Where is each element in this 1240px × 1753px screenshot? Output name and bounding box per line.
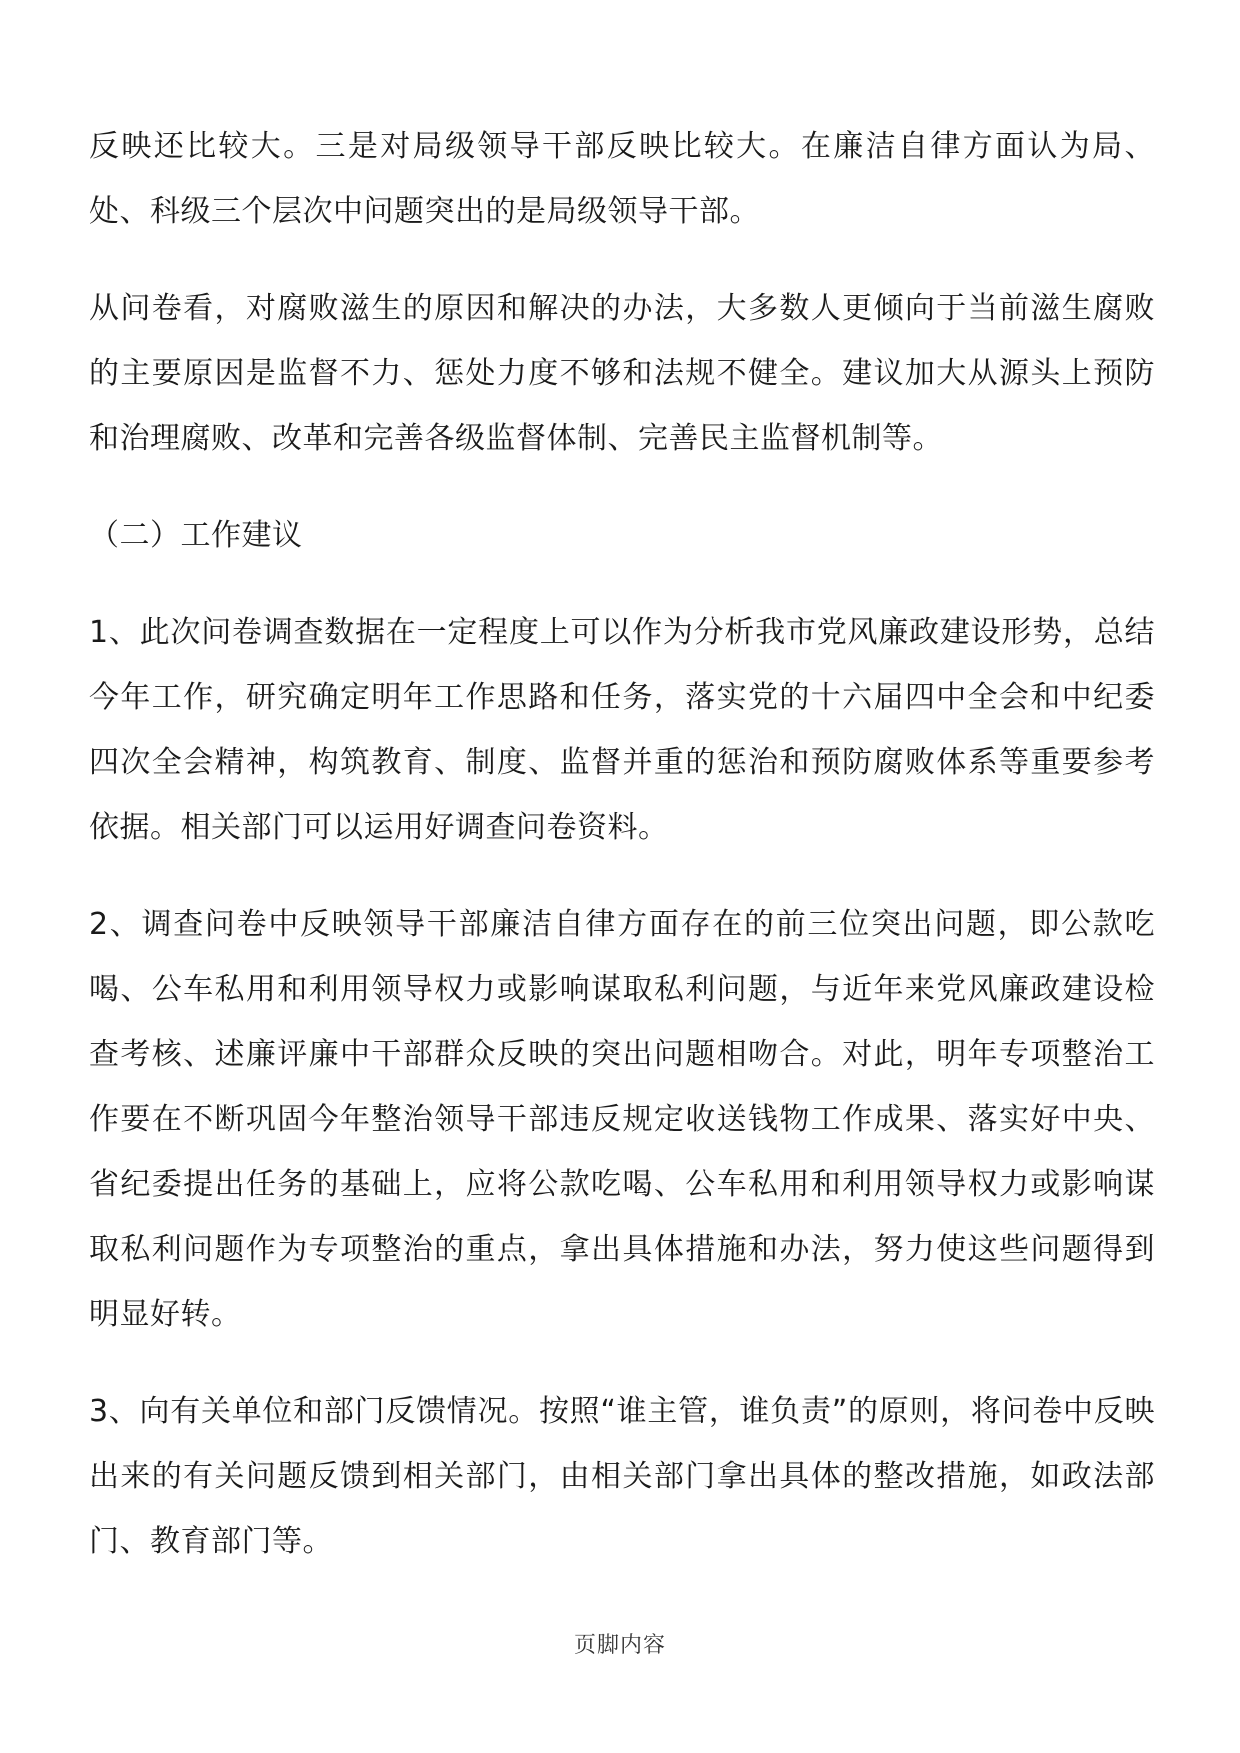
paragraph-item-1: 1、此次问卷调查数据在一定程度上可以作为分析我市党风廉政建设形势，总结今年工作，研究确定明年工作思路和任务，落实党的十六届四中全会和中纪委四次全会精神，构筑教育、制度、监督并重的惩治和预防腐败体系等重要参考依据。相关部门可以运用好调查问卷资料。 (89, 615, 1155, 845)
paragraph-item-2: 2、调查问卷中反映领导干部廉洁自律方面存在的前三位突出问题，即公款吃喝、公车私用和利用领导权力或影响谋取私利问题，与近年来党风廉政建设检查考核、述廉评廉中干部群众反映的突出问题相吻合。对此，明年专项整治工作要在不断巩固今年整治领导干部违反规定收送钱物工作成果、落实好中央、省纪委提出任务的基础上，应将公款吃喝、公车私用和利用领导权力或影响谋取私利问题作为专项整治的重点，拿出具体措施和办法，努力使这些问题得到明显好转。 (89, 907, 1155, 1332)
section-heading: （二）工作建议 (89, 518, 303, 553)
paragraph-1: 反映还比较大。三是对局级领导干部反映比较大。在廉洁自律方面认为局、处、科级三个层次中问题突出的是局级领导干部。 (89, 129, 1155, 229)
page-footer: 页脚内容 (573, 1633, 666, 1658)
paragraph-item-3: 3、向有关单位和部门反馈情况。按照“谁主管，谁负责”的原则，将问卷中反映出来的有关问题反馈到相关部门，由相关部门拿出具体的整改措施，如政法部门、教育部门等。 (89, 1394, 1155, 1559)
document-body (89, 114, 1155, 1606)
paragraph-2: 从问卷看，对腐败滋生的原因和解决的办法，大多数人更倾向于当前滋生腐败的主要原因是监督不力、惩处力度不够和法规不健全。建议加大从源头上预防和治理腐败、改革和完善各级监督体制、完善民主监督机制等。 (89, 291, 1155, 456)
